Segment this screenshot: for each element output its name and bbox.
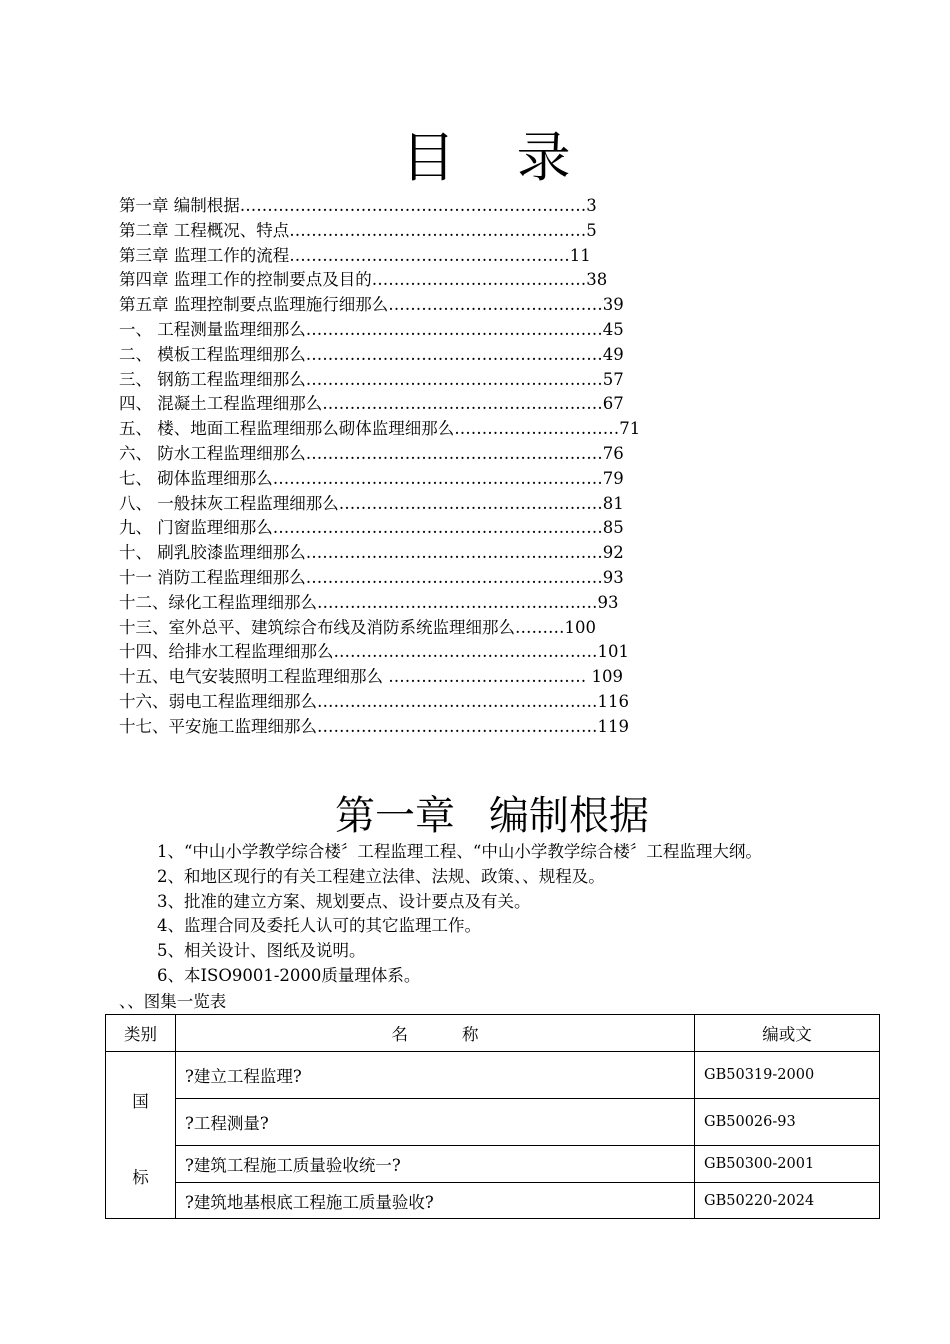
toc-entry[interactable]	[119, 442, 759, 467]
toc-page-number: 57	[602, 369, 624, 389]
toc-leader-dots: …………………………………	[371, 270, 587, 290]
toc-entry-label: 三、 钢筋工程监理细那么	[119, 369, 306, 389]
header-name	[176, 1015, 695, 1052]
table-header-row	[106, 1015, 880, 1052]
toc-entry-label: 第三章 监理工作的流程	[119, 245, 290, 265]
toc-leader-dots: ……………………………………………………	[272, 468, 603, 488]
toc-entry[interactable]	[119, 343, 759, 368]
toc-leader-dots: …………………………	[454, 419, 620, 439]
toc-entry[interactable]	[119, 492, 759, 517]
toc-leader-dots: ………………………………	[388, 667, 587, 687]
toc-entry[interactable]	[119, 244, 759, 269]
toc-entry-label: 第一章 编制根据	[119, 196, 240, 215]
header-name-part2: 称	[462, 1025, 479, 1044]
toc-entry-label: 九、 门窗监理细那么	[119, 518, 273, 538]
chapter-title: 编制根据	[489, 793, 649, 839]
toc-entry[interactable]	[119, 318, 759, 343]
toc-entry[interactable]	[119, 566, 759, 591]
toc-leader-dots: ………	[515, 617, 565, 637]
toc-entry[interactable]	[119, 194, 759, 219]
toc-leader-dots: ……………………………………………	[289, 245, 570, 265]
toc-entry[interactable]	[119, 293, 759, 318]
toc-page-number: 11	[569, 245, 591, 265]
toc-entry-label: 十一 消防工程监理细那么	[119, 567, 306, 587]
toc-entry-label: 十四、给排水工程监理细那么	[119, 642, 334, 662]
standard-code: GB50300-2001	[695, 1146, 880, 1183]
toc-entry-label: 五、 楼、地面工程监理细那么砌体监理细那么	[119, 419, 455, 439]
category-cell	[106, 1052, 176, 1219]
toc-entry[interactable]	[119, 268, 759, 293]
toc-page-number: 119	[597, 716, 629, 736]
table-row	[106, 1099, 880, 1146]
toc-page-number: 116	[597, 691, 629, 711]
toc-leader-dots: ………………………………………………	[305, 319, 603, 339]
standard-code: GB50026-93	[695, 1099, 880, 1146]
toc-leader-dots: ………………………………………………………	[239, 196, 587, 215]
table-row	[106, 1183, 880, 1219]
toc-page-number: 5	[586, 220, 597, 240]
toc-page-number: 45	[602, 319, 624, 339]
toc-entry[interactable]	[119, 715, 759, 740]
toc-leader-dots: ……………………………………………	[317, 592, 598, 612]
toc-entry-label: 六、 防水工程监理细那么	[119, 443, 306, 463]
table-caption: 、、图集一览表	[119, 992, 227, 1011]
chapter-number: 第一章	[335, 793, 455, 839]
toc-leader-dots: ………………………………………………	[305, 443, 603, 463]
toc-entry[interactable]	[119, 516, 759, 541]
toc-entry[interactable]	[119, 690, 759, 715]
toc-page-number: 81	[602, 493, 624, 513]
toc-page-number: 3	[586, 196, 597, 215]
header-category: 类别	[106, 1015, 176, 1052]
toc-entry[interactable]	[119, 467, 759, 492]
page-title: 目 录	[401, 126, 593, 189]
standard-name: ?建筑地基根底工程施工质量验收?	[176, 1183, 695, 1219]
toc-entry[interactable]	[119, 219, 759, 244]
toc-entry[interactable]	[119, 640, 759, 665]
toc-entry-label: 二、 模板工程监理细那么	[119, 344, 306, 364]
basis-item: 6、本ISO9001-2000质量理体系。	[157, 965, 421, 985]
toc-entry-label: 十三、室外总平、建筑综合布线及消防系统监理细那么	[119, 617, 515, 637]
toc-leader-dots: ……………………………………………………	[272, 518, 603, 538]
toc-leader-dots: ……………………………………………	[317, 716, 598, 736]
toc-leader-dots: …………………………………………	[333, 642, 598, 662]
toc-leader-dots: …………………………………	[388, 295, 603, 315]
basis-item: 5、相关设计、图纸及说明。	[157, 941, 366, 961]
category-char: 国	[132, 1092, 149, 1111]
toc-entry-label: 第二章 工程概况、特点	[119, 220, 290, 240]
toc-entry[interactable]	[119, 665, 759, 690]
toc-page-number: 38	[586, 270, 608, 290]
toc-entry[interactable]	[119, 541, 759, 566]
standard-name: ?工程测量?	[176, 1099, 695, 1146]
toc-page-number: 49	[602, 344, 624, 364]
toc-page-number: 76	[602, 443, 624, 463]
toc-page-number: 92	[602, 543, 624, 563]
toc-entry-label: 七、 砌体监理细那么	[119, 468, 273, 488]
toc-entry-label: 十二、绿化工程监理细那么	[119, 592, 317, 612]
toc-leader-dots: ……………………………………………	[317, 691, 598, 711]
toc-entry-label: 四、 混凝土工程监理细那么	[119, 394, 323, 414]
chapter-heading	[0, 788, 950, 844]
standard-code: GB50220-2024	[695, 1183, 880, 1219]
header-code: 编或文	[695, 1015, 880, 1052]
toc-page-number: 93	[597, 592, 619, 612]
toc-page-number: 101	[597, 642, 629, 662]
toc-leader-dots: ………………………………………………	[305, 369, 603, 389]
toc-entry-label: 十七、平安施工监理细那么	[119, 716, 317, 736]
toc-page-number: 71	[619, 419, 641, 439]
toc-page-number: 93	[602, 567, 624, 587]
basis-item: 3、批准的建立方案、规划要点、设计要点及有关。	[157, 891, 531, 911]
category-char: 标	[132, 1168, 149, 1187]
toc-entry[interactable]	[119, 616, 759, 641]
toc-page-number: 109	[586, 667, 623, 687]
toc-page-number: 79	[602, 468, 624, 488]
toc-entry-label: 一、 工程测量监理细那么	[119, 319, 306, 339]
standards-table	[105, 1014, 880, 1219]
toc-leader-dots: ………………………………………………	[305, 567, 603, 587]
table-of-contents	[119, 194, 759, 740]
header-name-part1: 名	[391, 1025, 408, 1044]
toc-entry-label: 第五章 监理控制要点监理施行细那么	[119, 295, 389, 315]
toc-page-number: 85	[602, 518, 624, 538]
toc-entry[interactable]	[119, 392, 759, 417]
toc-entry-label: 第四章 监理工作的控制要点及目的	[119, 270, 372, 290]
toc-entry-label: 十六、弱电工程监理细那么	[119, 691, 317, 711]
toc-leader-dots: ……………………………………………	[322, 394, 603, 414]
basis-list	[157, 840, 917, 989]
toc-leader-dots: ………………………………………………	[305, 344, 603, 364]
toc-leader-dots: ………………………………………………	[305, 543, 603, 563]
toc-entry[interactable]	[119, 591, 759, 616]
toc-leader-dots: …………………………………………	[338, 493, 603, 513]
standard-code: GB50319-2000	[695, 1052, 880, 1099]
table-row	[106, 1146, 880, 1183]
basis-item: 4、监理合同及委托人认可的其它监理工作。	[157, 916, 481, 936]
standard-name: ?建立工程监理?	[176, 1052, 695, 1099]
toc-entry-label: 八、 一般抹灰工程监理细那么	[119, 493, 339, 513]
toc-entry-label: 十、 刷乳胶漆监理细那么	[119, 543, 306, 563]
standard-name: ?建筑工程施工质量验收统一?	[176, 1146, 695, 1183]
toc-entry[interactable]	[119, 417, 759, 442]
toc-page-number: 39	[602, 295, 624, 315]
toc-entry-label: 十五、电气安装照明工程监理细那么	[119, 667, 389, 687]
basis-item: 2、和地区现行的有关工程建立法律、法规、政策、、规程及。	[157, 866, 605, 886]
toc-page-number: 100	[564, 617, 596, 637]
toc-leader-dots: ………………………………………………	[289, 220, 587, 240]
basis-item: 1、“中山小学教学综合楼〞工程监理工程、“中山小学教学综合楼〞工程监理大纲。	[157, 842, 762, 861]
table-row	[106, 1052, 880, 1099]
toc-entry[interactable]	[119, 368, 759, 393]
toc-page-number: 67	[602, 394, 624, 414]
